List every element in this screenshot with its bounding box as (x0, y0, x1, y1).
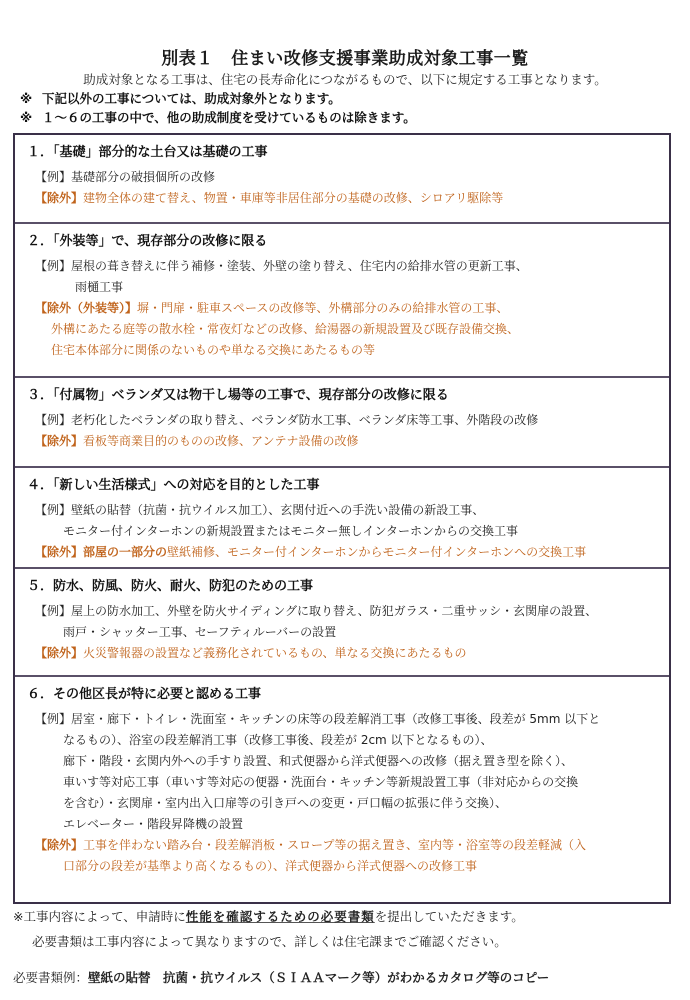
exclusion-text: 火災警報器の設置など義務化されているもの、単なる交換にあたるもの (83, 646, 467, 660)
reference-mark: ※ (20, 91, 33, 106)
example-label: 必要書類例： (13, 970, 89, 985)
note-other-subsidies (20, 108, 416, 126)
section-title: ６．その他区長が特に必要と認める工事 (27, 687, 262, 702)
example-line: モニター付インターホンの新規設置またはモニター無しインターホンからの交換工事 (63, 524, 519, 538)
section-title: １．「基礎」部分的な土台又は基礎の工事 (27, 145, 268, 160)
required-documents-example (13, 968, 549, 986)
note-text: １～６の工事の中で、他の助成制度を受けているものは除きます。 (42, 110, 416, 125)
exclusion-tag: 【除外】 (35, 838, 84, 852)
exclusion-line (27, 542, 657, 563)
exclusion-tag: 【除外】 (35, 191, 84, 205)
example-line: なるもの）、浴室の段差解消工事（改修工事後、段差が 2cm 以下となるもの）、 (63, 733, 493, 747)
exclusion-line (27, 835, 657, 856)
footer-note-line2: 必要書類は工事内容によって異なりますので、詳しくは住宅課までご確認ください。 (32, 934, 507, 949)
intro-text: 助成対象となる工事は、住宅の長寿命化につながるもので、以下に規定する工事となります。 (83, 72, 607, 87)
exclusion-tag: 【除外】 (35, 545, 84, 559)
example-text: 壁紙の貼替 抗菌・抗ウイルス（ＳＩＡＡマーク等）がわかるカタログ等のコピー (88, 970, 550, 985)
exclusion-tag: 【除外】 (35, 434, 84, 448)
example-line: 【例】屋上の防水加工、外壁を防火サイディングに取り替え、防犯ガラス・二重サッシ・玄関扉の設置、 (35, 604, 598, 618)
exclusion-text: 塀・門扉・駐車スペースの改修等、外構部分のみの給排水管の工事、 (137, 301, 509, 315)
exclusion-line (27, 188, 657, 209)
footer-note (13, 907, 524, 925)
exclusion-text: 壁紙補修、モニター付インターホンからモニター付インターホンへの交換工事 (167, 545, 587, 559)
section-title: ４．「新しい生活様式」への対応を目的とした工事 (27, 478, 320, 493)
example-line: エレベーター・階段昇降機の設置 (63, 817, 244, 831)
note-text: 下記以外の工事については、助成対象外となります。 (42, 91, 341, 106)
exclusion-line (27, 643, 657, 664)
eligible-works-table (13, 133, 671, 904)
exclusion-text: 工事を伴わない踏み台・段差解消板・スロープ等の据え置き、室内等・浴室等の段差軽減（入 (83, 838, 586, 852)
section-attachments (15, 376, 669, 468)
example-line: 【例】壁紙の貼替（抗菌・抗ウイルス加工）、玄関付近への手洗い設備の新設工事、 (35, 503, 485, 517)
footer-note-suffix: を提出していただきます。 (374, 909, 524, 924)
note-excluded-works (20, 89, 341, 107)
reference-mark: ※ (20, 110, 33, 125)
exclusion-tag: 【除外】 (35, 646, 84, 660)
section-exterior (15, 222, 669, 378)
example-line: 【例】基礎部分の破損個所の改修 (35, 170, 216, 184)
example-line: 雨樋工事 (75, 280, 124, 294)
section-title: ３．「付属物」ベランダ又は物干し場等の工事で、現存部分の改修に限る (27, 388, 449, 403)
section-new-lifestyle (15, 466, 669, 569)
footer-note-prefix: ※工事内容によって、申請時に (13, 909, 186, 924)
example-line: 廊下・階段・玄関内外への手すり設置、和式便器から洋式便器への改修（据え置き型を除く）、 (63, 754, 574, 768)
section-title: ２．「外装等」で、現存部分の改修に限る (27, 234, 268, 249)
section-foundation (15, 135, 669, 224)
example-line: 【例】屋根の葺き替えに伴う補修・塗装、外壁の塗り替え、住宅内の給排水管の更新工事、 (35, 259, 528, 273)
example-line: を含む）・玄関扉・室内出入口扉等の引き戸への変更・戸口幅の拡張に伴う交換）、 (63, 796, 508, 810)
exclusion-line: 住宅本体部分に関係のないものや単なる交換にあたるもの等 (51, 343, 376, 357)
example-line: 【例】老朽化したベランダの取り替え、ベランダ防水工事、ベランダ床等工事、外階段の改修 (35, 413, 539, 427)
exclusion-text: 看板等商業目的のものの改修、アンテナ設備の改修 (83, 434, 359, 448)
page-title: 別表１ 住まい改修支援事業助成対象工事一覧 (161, 49, 529, 69)
section-protection (15, 567, 669, 677)
exclusion-line (27, 298, 657, 319)
exclusion-line: 口部分の段差が基準より高くなるもの）、洋式便器から洋式便器への改修工事 (63, 859, 478, 873)
exclusion-line (27, 431, 657, 452)
exclusion-emphasis: 部屋の一部分の (83, 545, 168, 559)
example-line: 【例】居室・廊下・トイレ・洗面室・キッチンの床等の段差解消工事（改修工事後、段差が 5mm 以下と (35, 712, 601, 726)
exclusion-line: 外構にあたる庭等の散水栓・常夜灯などの改修、給湯器の新規設置及び既存設備交換、 (51, 322, 520, 336)
example-line: 雨戸・シャッター工事、セーフティルーバーの設置 (63, 625, 337, 639)
section-title: ５．防水、防風、防火、耐火、防犯のための工事 (27, 579, 314, 594)
section-other (15, 675, 669, 902)
footer-note-emphasis: 性能を確認するための必要書類 (185, 909, 375, 924)
exclusion-text: 建物全体の建て替え、物置・車庫等非居住部分の基礎の改修、シロアリ駆除等 (83, 191, 504, 205)
example-line: 車いす等対応工事（車いす等対応の便器・洗面台・キッチン等新規設置工事（非対応からの交換 (63, 775, 579, 789)
exclusion-tag: 【除外（外装等）】 (35, 301, 138, 315)
